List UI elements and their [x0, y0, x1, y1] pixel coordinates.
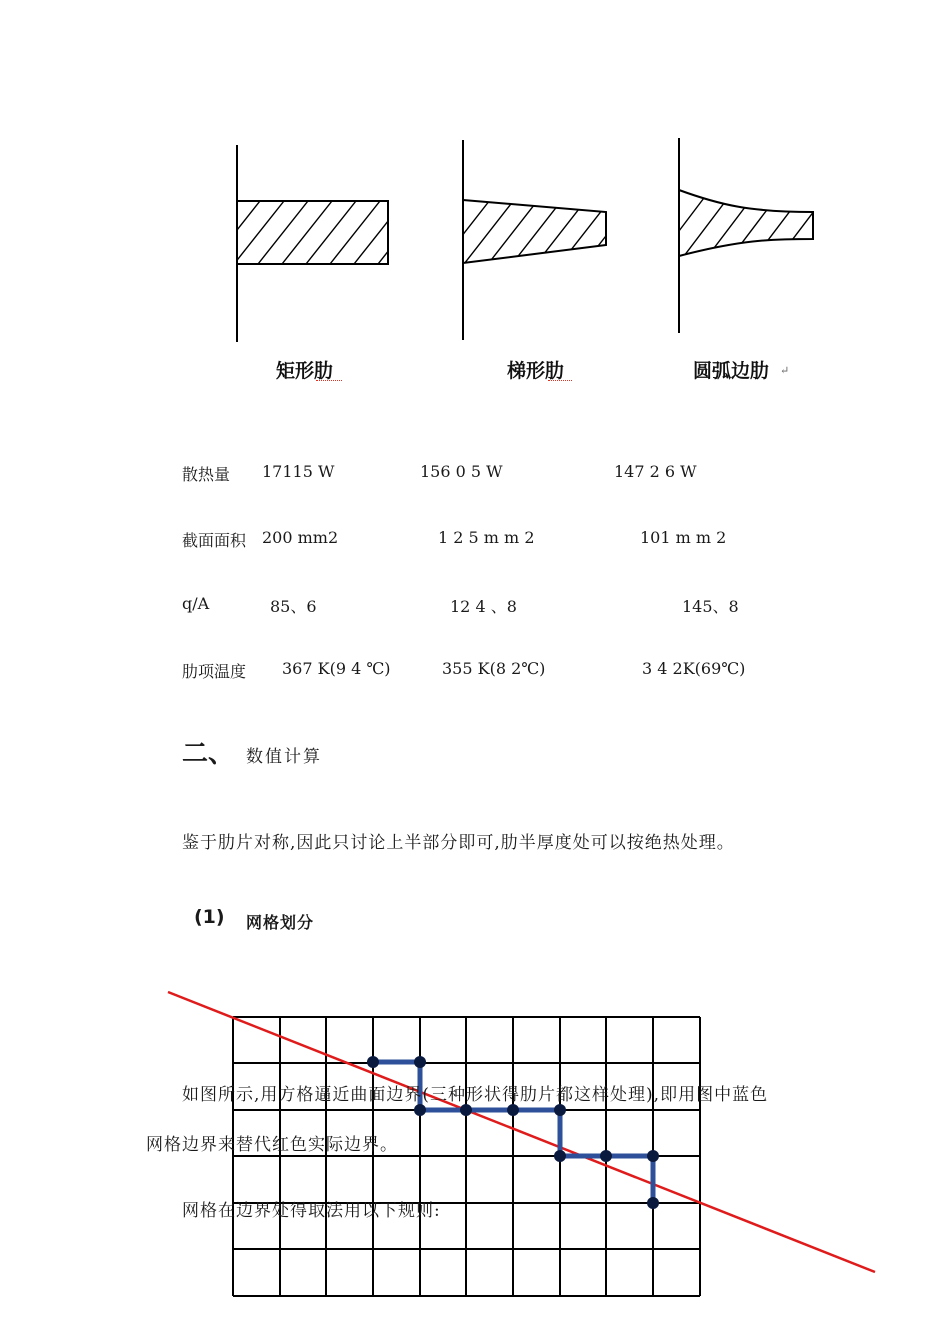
area-arc: 101 m m 2	[640, 528, 727, 547]
paragraph-symmetry: 鉴于肋片对称,因此只讨论上半部分即可,肋半厚度处可以按绝热处理。	[182, 833, 735, 853]
boundary-node	[414, 1056, 426, 1068]
qa-arc: 145、8	[682, 597, 739, 616]
row-label-tip-temp: 肋项温度	[182, 662, 247, 681]
boundary-node	[460, 1104, 472, 1116]
area-trapezoidal: 1 2 5 m m 2	[438, 528, 535, 547]
subsection-number: (1)	[194, 906, 225, 928]
boundary-node	[414, 1104, 426, 1116]
tip-temp-rectangular: 367 K(9 4 ℃)	[282, 659, 391, 678]
qa-rectangular: 85、6	[270, 597, 317, 616]
heat-trapezoidal: 156 0 5 W	[420, 462, 503, 481]
boundary-node	[647, 1197, 659, 1209]
tip-temp-arc: 3 4 2K(69℃)	[642, 659, 746, 678]
fin-label-trapezoidal: 梯形肋	[507, 360, 565, 382]
fin-label-rectangular: 矩形肋	[276, 360, 334, 382]
heat-rectangular: 17115 W	[262, 462, 335, 481]
boundary-node	[554, 1150, 566, 1162]
grid-explanation-line2: 网格边界来替代红色实际边界。	[146, 1135, 398, 1155]
grid-rule-intro: 网格在边界处得取法用以下规则:	[182, 1201, 441, 1221]
row-label-heat: 散热量	[182, 465, 231, 484]
paragraph-mark-icon: ↵	[780, 364, 790, 377]
grid-explanation-line1: 如图所示,用方格逼近曲面边界(三种形状得肋片都这样处理),即用图中蓝色	[182, 1085, 769, 1105]
section-number: 二、	[182, 739, 235, 769]
section-title: 数值计算	[246, 747, 322, 767]
boundary-node	[600, 1150, 612, 1162]
tip-temp-trapezoidal: 355 K(8 2℃)	[442, 659, 546, 678]
boundary-node	[507, 1104, 519, 1116]
heat-arc: 147 2 6 W	[614, 462, 697, 481]
row-label-qa: q/A	[182, 594, 210, 613]
fin-label-arc: 圆弧边肋	[693, 360, 770, 382]
subsection-title: 网格划分	[246, 913, 315, 932]
boundary-node	[647, 1150, 659, 1162]
qa-trapezoidal: 12 4 、8	[450, 597, 517, 616]
area-rectangular: 200 mm2	[262, 528, 339, 547]
boundary-node	[367, 1056, 379, 1068]
boundary-node	[554, 1104, 566, 1116]
row-label-area: 截面面积	[182, 531, 247, 550]
